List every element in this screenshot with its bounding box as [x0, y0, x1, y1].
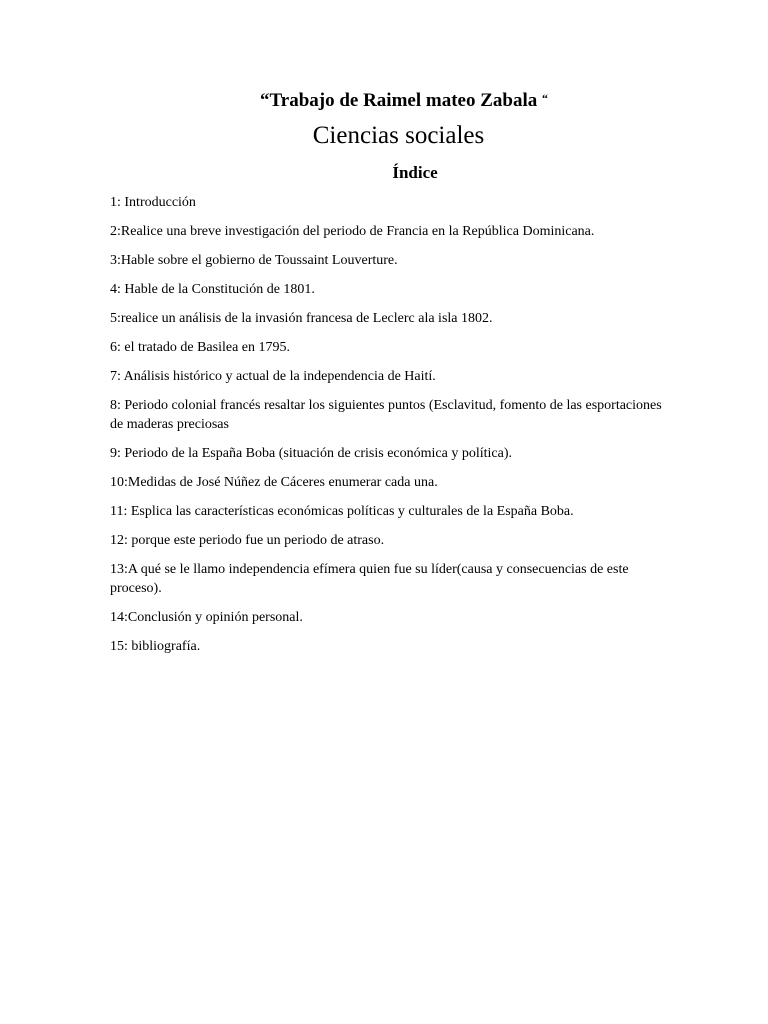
index-item-5: 5:realice un análisis de la invasión francesa de Leclerc ala isla 1802. — [110, 311, 493, 326]
author-title-text: “Trabajo de Raimel mateo Zabala — [260, 90, 542, 111]
index-item-11: 11: Esplica las características económicas políticas y culturales de la España Boba. — [110, 504, 574, 519]
index-item-6: 6: el tratado de Basilea en 1795. — [110, 340, 290, 355]
index-item-12: 12: porque este periodo fue un periodo de atraso. — [110, 533, 385, 548]
index-item-3: 3:Hable sobre el gobierno de Toussaint Louverture. — [110, 253, 398, 268]
author-title — [0, 86, 768, 113]
index-list — [110, 193, 670, 666]
index-item-14: 14:Conclusión y opinión personal. — [110, 610, 303, 625]
index-item-1: 1: Introducción — [110, 195, 196, 210]
index-item-8: 8: Periodo colonial francés resaltar los siguientes puntos (Esclavitud, fomento de las esportaciones de maderas preciosas — [110, 398, 662, 432]
index-item-4: 4: Hable de la Constitución de 1801. — [110, 282, 315, 297]
author-title-close-quote: “ — [542, 91, 548, 105]
index-item-10: 10:Medidas de José Núñez de Cáceres enumerar cada una. — [110, 475, 438, 490]
index-item-7: 7: Análisis histórico y actual de la independencia de Haití. — [110, 369, 436, 384]
index-item-13: 13:A qué se le llamo independencia efímera quien fue su líder(causa y consecuencias de este proceso). — [110, 562, 629, 596]
index-item-9: 9: Periodo de la España Boba (situación de crisis económica y política). — [110, 446, 512, 461]
index-item-2: 2:Realice una breve investigación del periodo de Francia en la República Dominicana. — [110, 224, 595, 239]
index-item-15: 15: bibliografía. — [110, 639, 201, 654]
subject-title: Ciencias sociales — [312, 122, 485, 149]
index-heading: Índice — [392, 163, 438, 182]
